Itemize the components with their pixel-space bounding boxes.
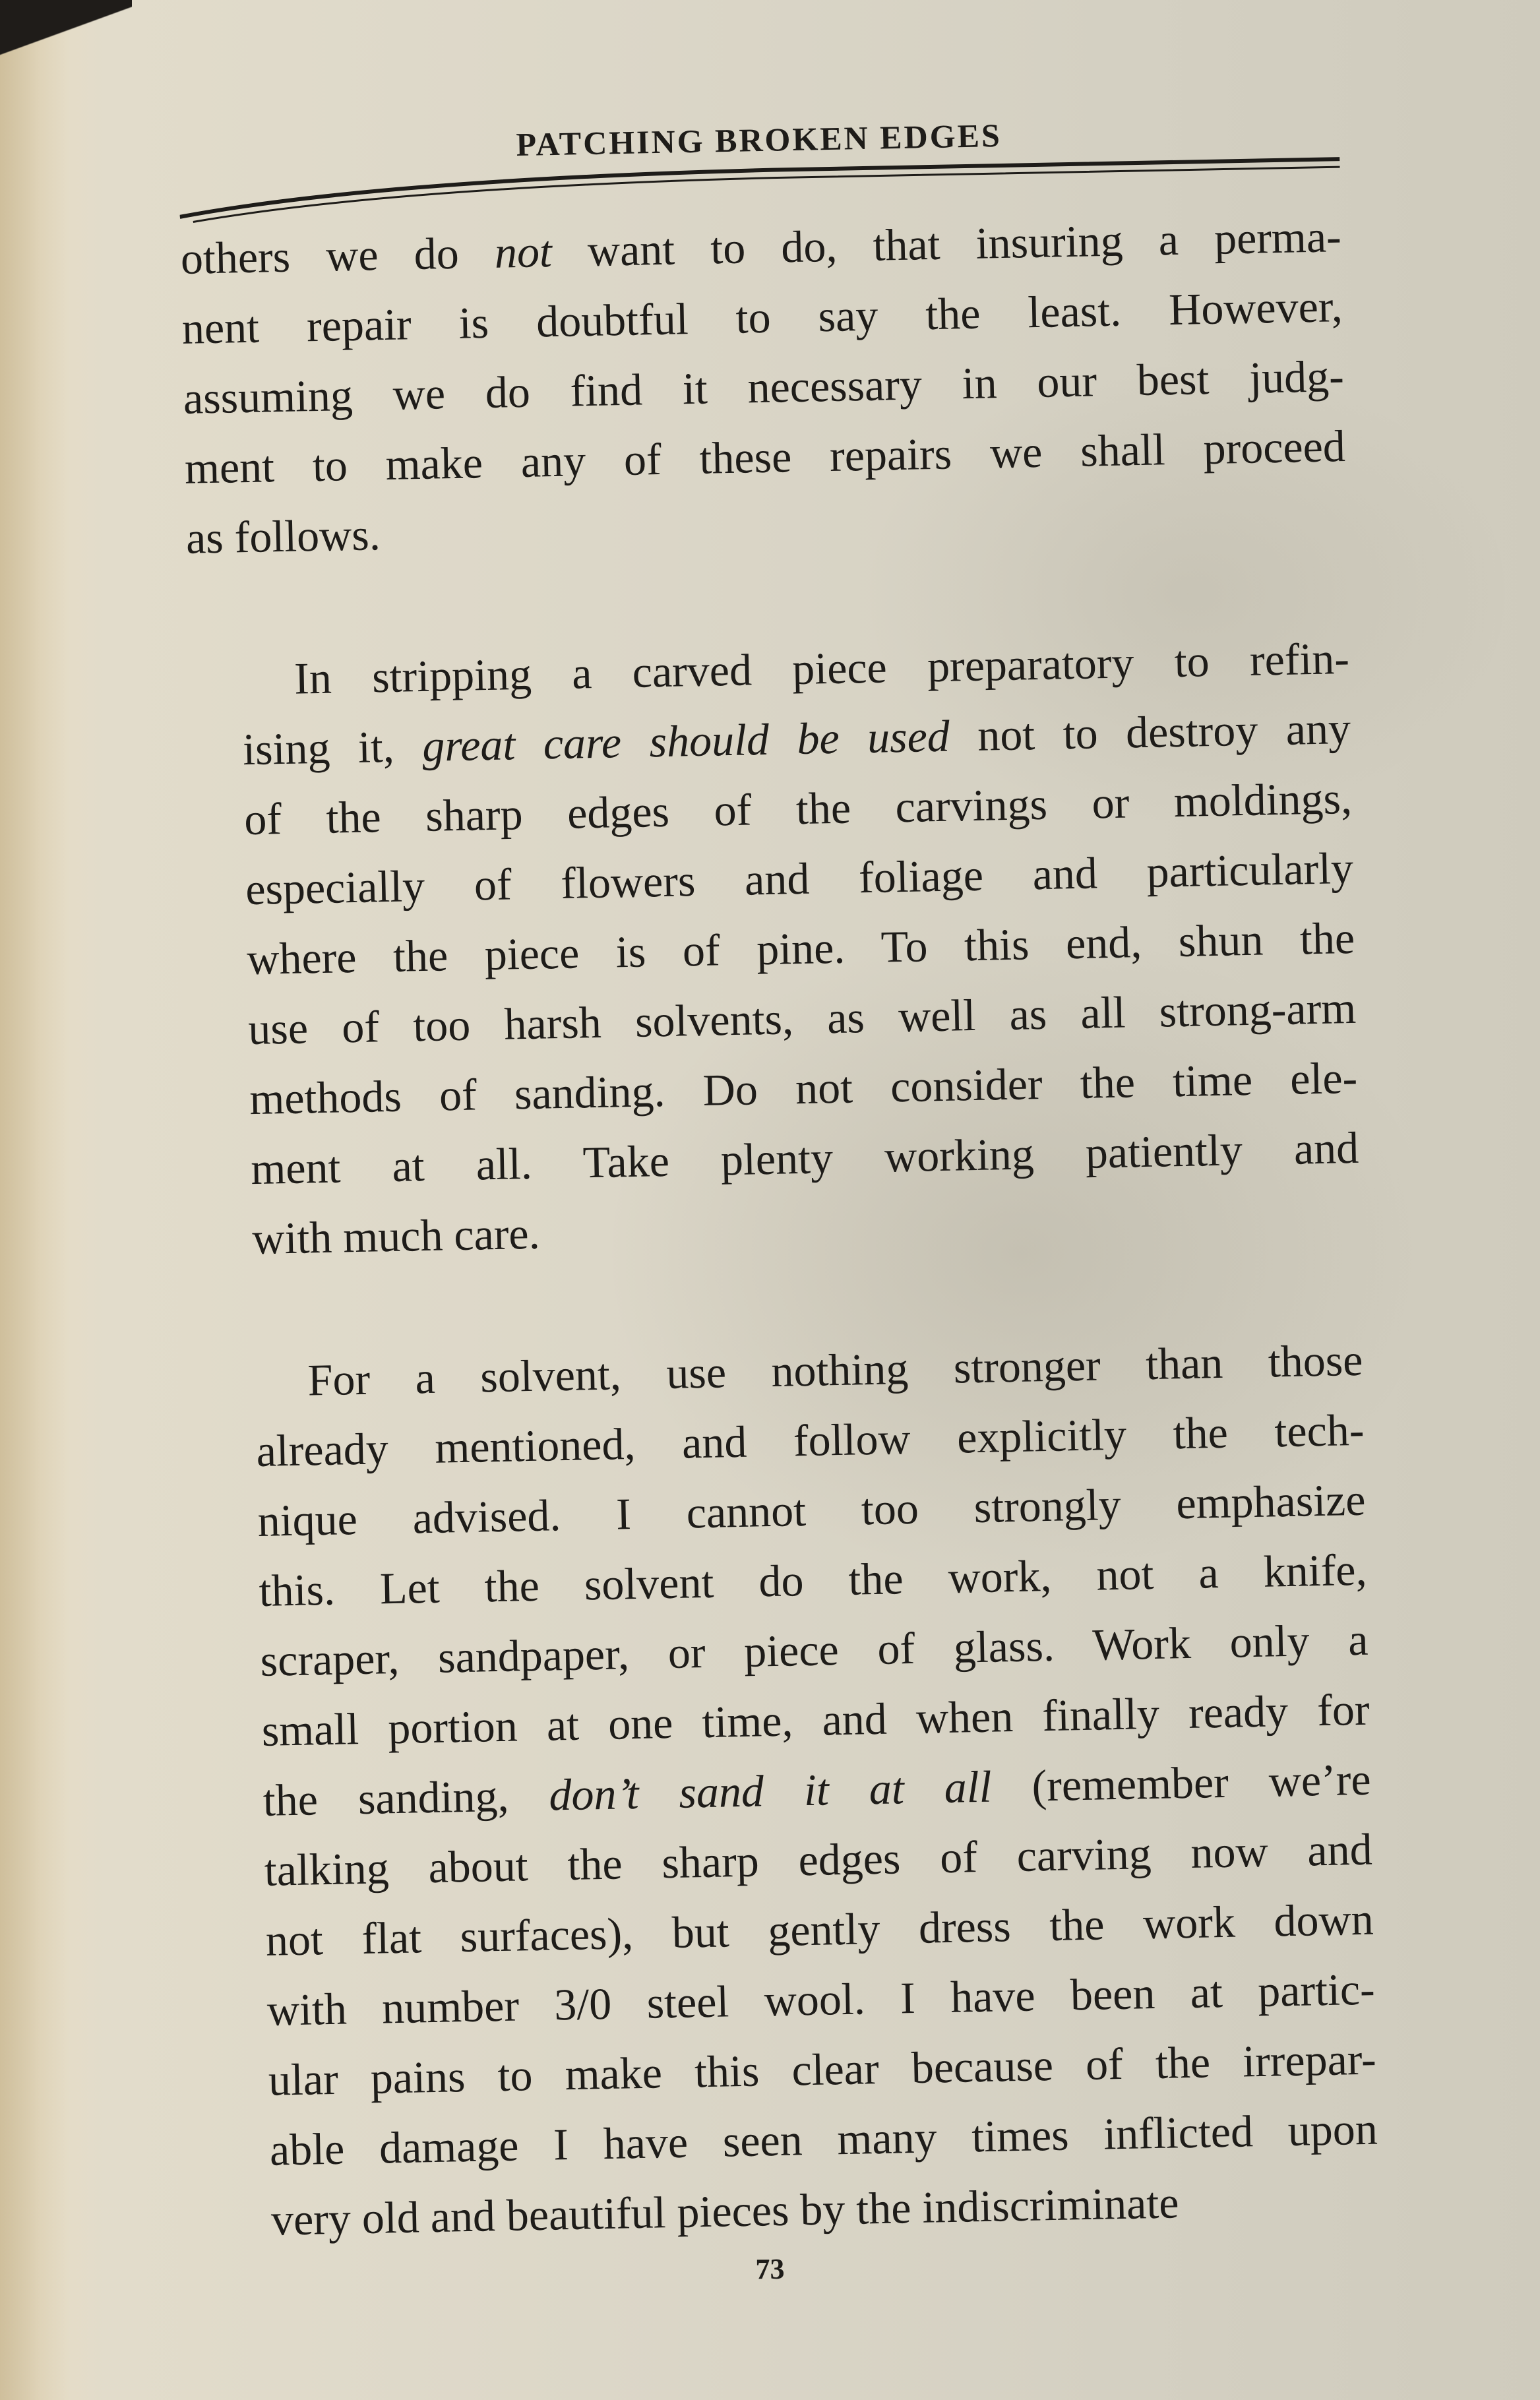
text-run: ment at all. Take plenty working patiently and xyxy=(250,1122,1359,1194)
text-run: of the sharp edges of the carvings or moldings, xyxy=(243,772,1353,845)
page-number: 73 xyxy=(755,2252,785,2286)
running-head: PATCHING BROKEN EDGES xyxy=(516,116,1002,164)
text-run: scraper, sandpaper, or piece of glass. Work only a xyxy=(260,1614,1369,1686)
text-run: the sanding, xyxy=(262,1769,550,1826)
paragraph xyxy=(188,623,1361,1275)
italic-phrase: not xyxy=(494,226,553,278)
text-run: (remember we’re xyxy=(991,1754,1372,1812)
text-run: especially of flowers and foliage and particularly xyxy=(245,842,1354,915)
page-content xyxy=(178,108,1380,2256)
italic-phrase: great care should be used xyxy=(421,710,950,771)
text-run: not to destroy any xyxy=(949,702,1351,761)
text-run: this. Let the solvent do the work, not a knife, xyxy=(258,1544,1368,1616)
body-text xyxy=(180,201,1380,2256)
text-run: ment to make any of these repairs we shall proceed xyxy=(184,421,1346,493)
text-run: ular pains to make this clear because of the irrepar- xyxy=(268,2033,1377,2105)
text-run: as follows. xyxy=(185,509,381,563)
text-run: In stripping a carved piece preparatory to refin- xyxy=(293,632,1350,704)
page-corner-shadow xyxy=(0,0,132,73)
text-run: ising it, xyxy=(242,720,423,775)
text-run: already mentioned, and follow explicitly the tech- xyxy=(255,1404,1365,1476)
text-run: with much care. xyxy=(251,1208,541,1264)
text-run: nique advised. I cannot too strongly emphasize xyxy=(257,1474,1367,1546)
text-run: methods of sanding. Do not consider the time ele- xyxy=(249,1052,1358,1124)
text-run: nent repair is doubtful to say the least. However, xyxy=(181,281,1343,354)
paragraph xyxy=(180,201,1347,573)
text-run: For a solvent, use nothing stronger than those xyxy=(307,1334,1364,1405)
paragraph xyxy=(202,1325,1380,2256)
text-run: very old and beautiful pieces by the indiscriminate xyxy=(270,2177,1180,2245)
text-run: able damage I have seen many times inflicted upon xyxy=(269,2103,1378,2175)
text-run: others we do xyxy=(180,227,495,284)
text-run: want to do, that insuring a perma- xyxy=(551,211,1342,277)
italic-phrase: don’t sand it at all xyxy=(548,1761,993,1820)
text-run: assuming we do find it necessary in our best judg- xyxy=(183,351,1345,423)
text-run: with number 3/0 steel wool. I have been at partic- xyxy=(266,1963,1376,2035)
text-run: where the piece is of pine. To this end, shun the xyxy=(246,912,1355,985)
gutter-shadow xyxy=(0,0,99,2400)
text-run: talking about the sharp edges of carving now and xyxy=(264,1824,1373,1895)
text-run: use of too harsh solvents, as well as all strong-arm xyxy=(247,982,1357,1055)
text-run: not flat surfaces), but gently dress the work down xyxy=(265,1893,1374,1965)
text-run: small portion at one time, and when finally ready for xyxy=(261,1684,1371,1756)
